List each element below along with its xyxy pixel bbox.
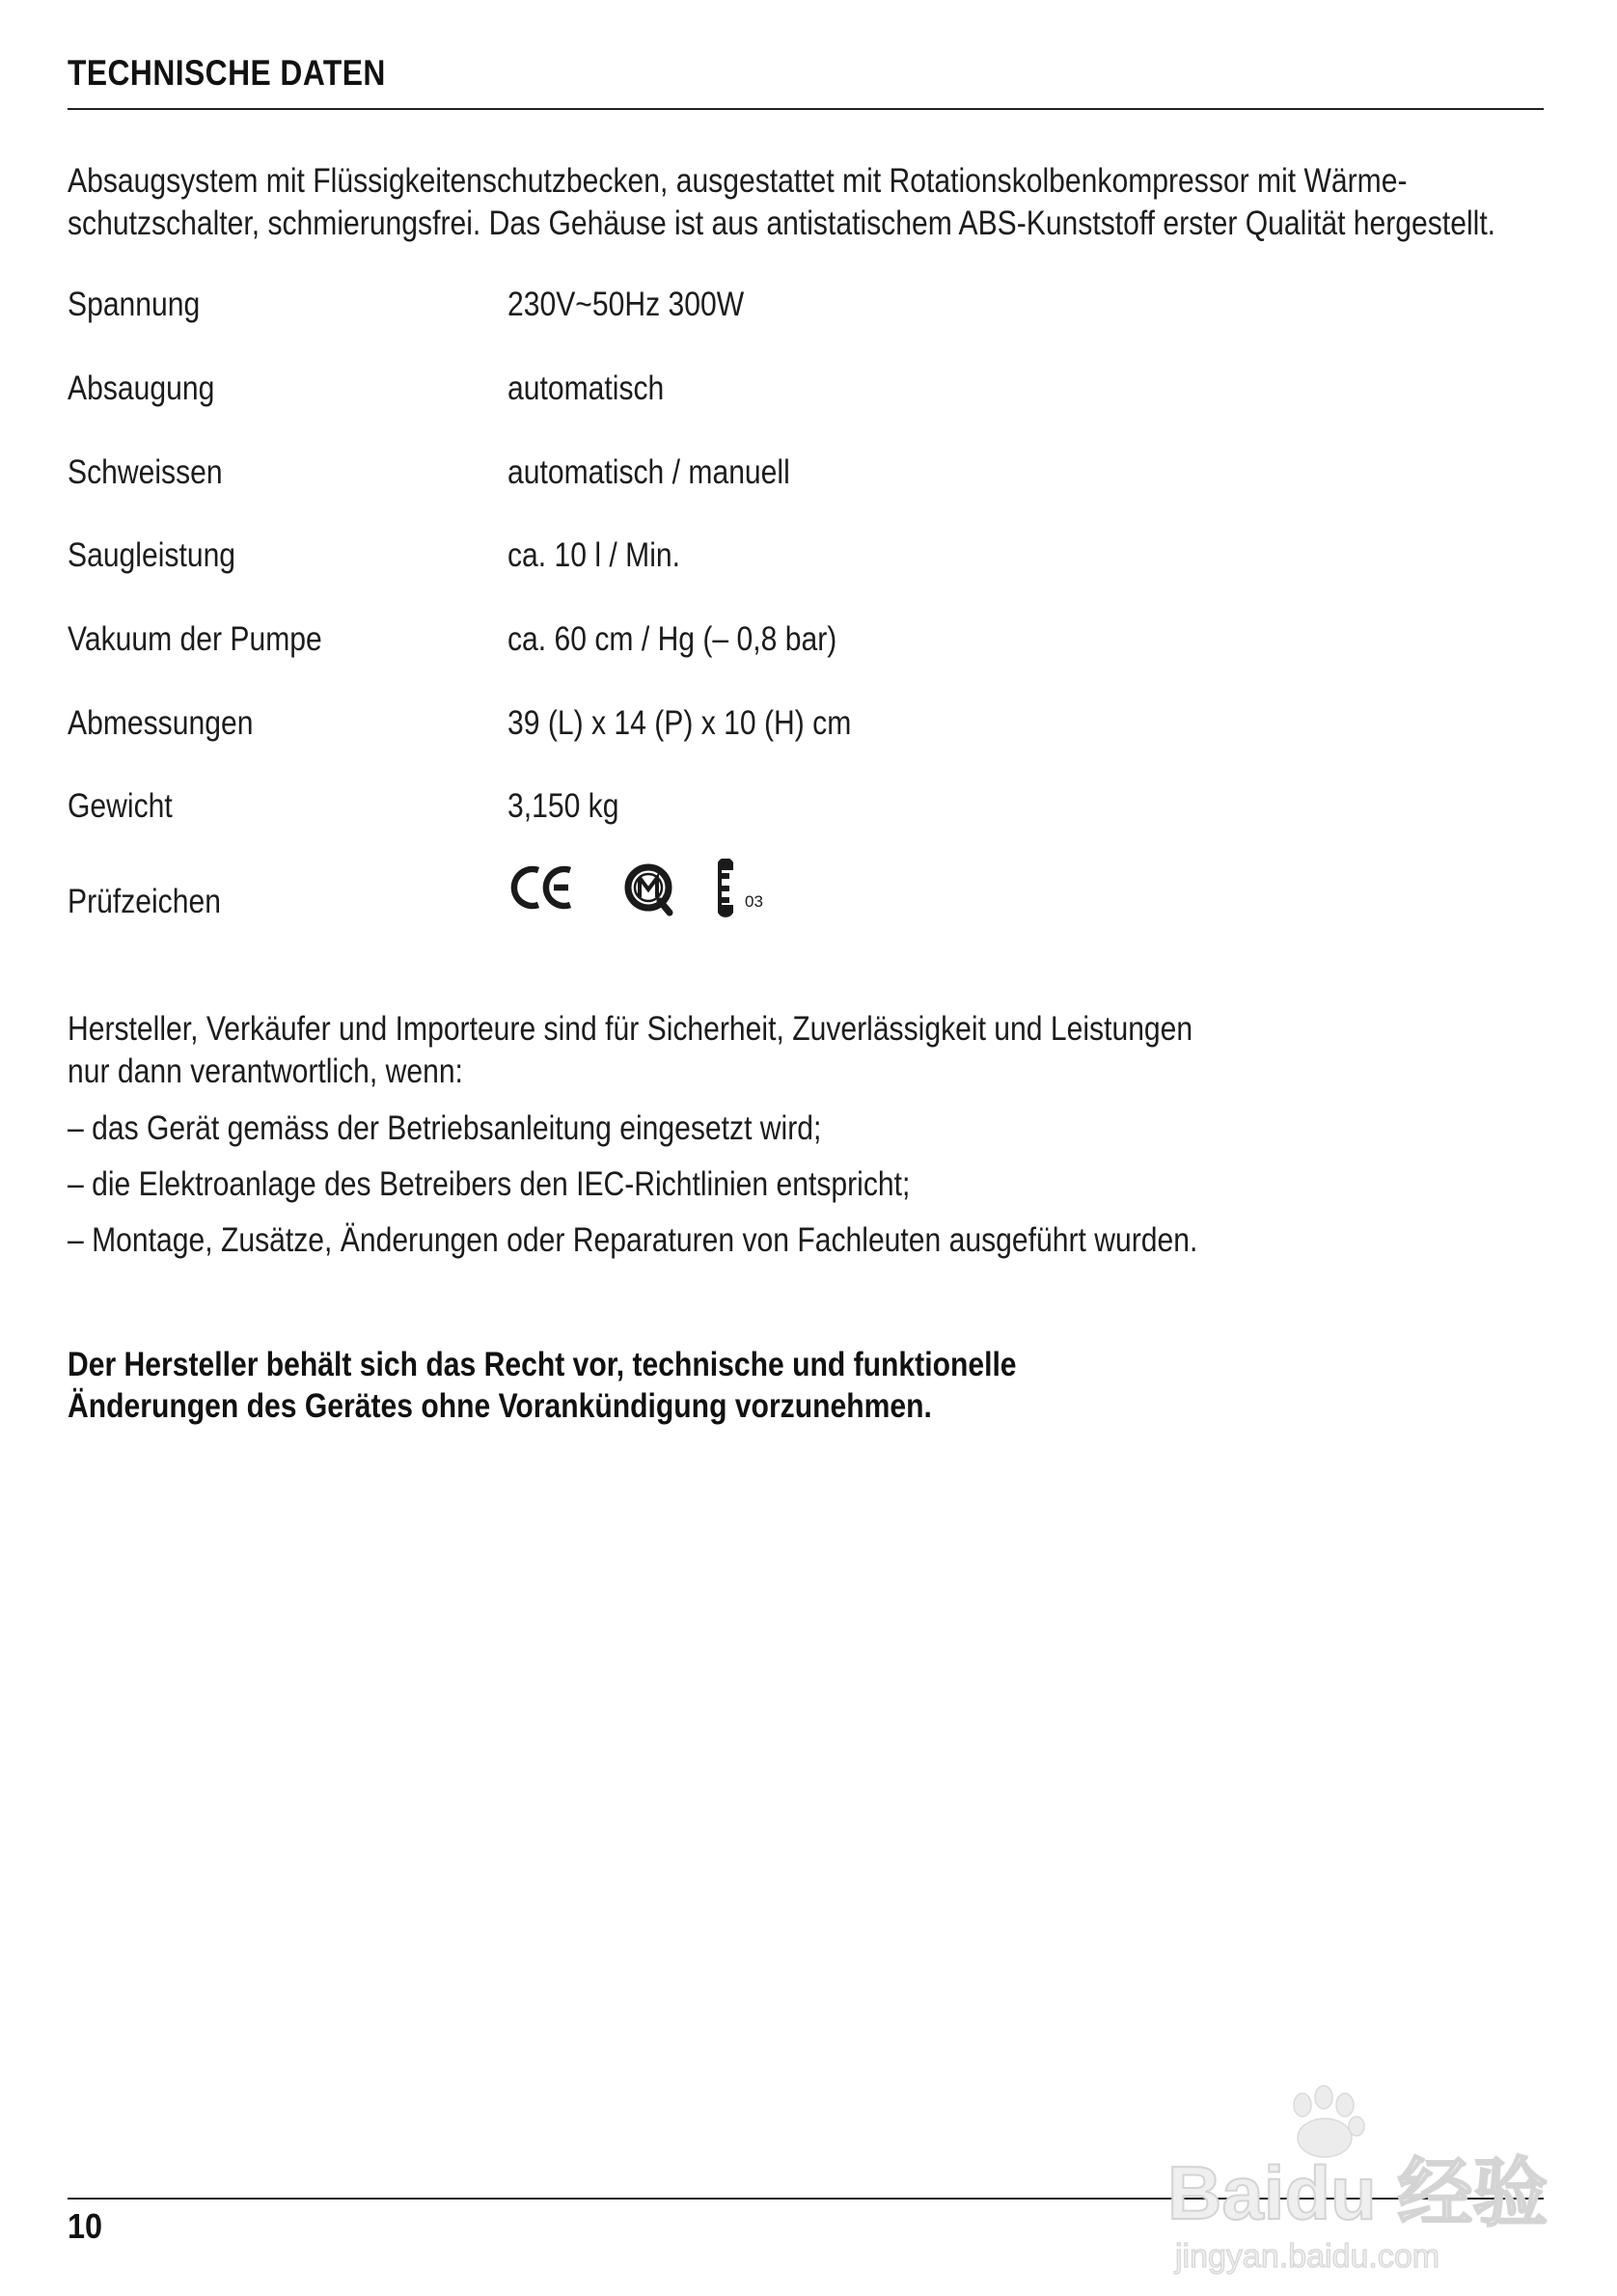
baidu-watermark	[1148, 2084, 1553, 2277]
paw-icon	[1294, 2086, 1364, 2157]
spec-value-dimensions: 39 (L) x 14 (P) x 10 (H) cm	[507, 704, 852, 742]
spec-value-suction-power: ca. 10 l / Min.	[507, 536, 681, 574]
change-notice	[68, 1344, 1017, 1427]
notice-line: Der Hersteller behält sich das Recht vor, technische und funktionelle	[68, 1346, 1017, 1383]
certification-marks	[504, 859, 793, 926]
spec-label-welding: Schweissen	[68, 453, 223, 491]
watermark-brand: Baidu 经验	[1167, 2150, 1548, 2235]
spec-value-vacuum: ca. 60 cm / Hg (– 0,8 bar)	[507, 620, 837, 658]
page-number: 10	[68, 2206, 103, 2246]
liability-condition: – Montage, Zusätze, Änderungen oder Reparaturen von Fachleuten ausgeführt wurden.	[68, 1221, 1198, 1259]
spec-value-voltage: 230V~50Hz 300W	[507, 286, 745, 323]
spec-label-vacuum: Vakuum der Pumpe	[68, 620, 322, 658]
ce-mark-icon	[514, 869, 570, 906]
liability-condition: – das Gerät gemäss der Betriebsanleitung eingesetzt wird;	[68, 1109, 822, 1147]
imq-mark-icon	[628, 867, 670, 913]
liability-paragraph	[68, 1008, 1192, 1093]
liability-line: Hersteller, Verkäufer und Importeure sind für Sicherheit, Zuverlässigkeit und Leistungen	[68, 1010, 1193, 1048]
spec-label-weight: Gewicht	[68, 787, 173, 825]
spec-label-dimensions: Abmessungen	[68, 704, 254, 742]
spec-value-weight: 3,150 kg	[507, 787, 619, 825]
intro-line: Absaugsystem mit Flüssigkeitenschutzbecken, ausgestattet mit Rotationskolbenkompressor mit Wärme-	[68, 162, 1408, 200]
heading-rule	[68, 108, 1544, 110]
enec-mark-icon	[718, 859, 733, 917]
spec-value-welding: automatisch / manuell	[507, 453, 790, 491]
spec-label-suction: Absaugung	[68, 369, 215, 407]
watermark-url: jingyan.baidu.com	[1175, 2238, 1440, 2275]
spec-label-certification: Prüfzeichen	[68, 883, 221, 920]
liability-condition: – die Elektroanlage des Betreibers den IEC-Richtlinien entspricht;	[68, 1165, 911, 1203]
section-heading: TECHNISCHE DATEN	[68, 53, 386, 93]
spec-label-voltage: Spannung	[68, 286, 201, 323]
spec-value-suction: automatisch	[507, 369, 665, 407]
intro-paragraph	[68, 160, 1495, 245]
spec-label-suction-power: Saugleistung	[68, 536, 236, 574]
enec-mark-number: 03	[745, 892, 763, 911]
intro-line: schutzschalter, schmierungsfrei. Das Gehäuse ist aus antistatischem ABS-Kunststoff erster Qualität hergestellt.	[68, 205, 1496, 242]
notice-line: Änderungen des Gerätes ohne Vorankündigung vorzunehmen.	[68, 1387, 932, 1425]
liability-line: nur dann verantwortlich, wenn:	[68, 1052, 463, 1090]
